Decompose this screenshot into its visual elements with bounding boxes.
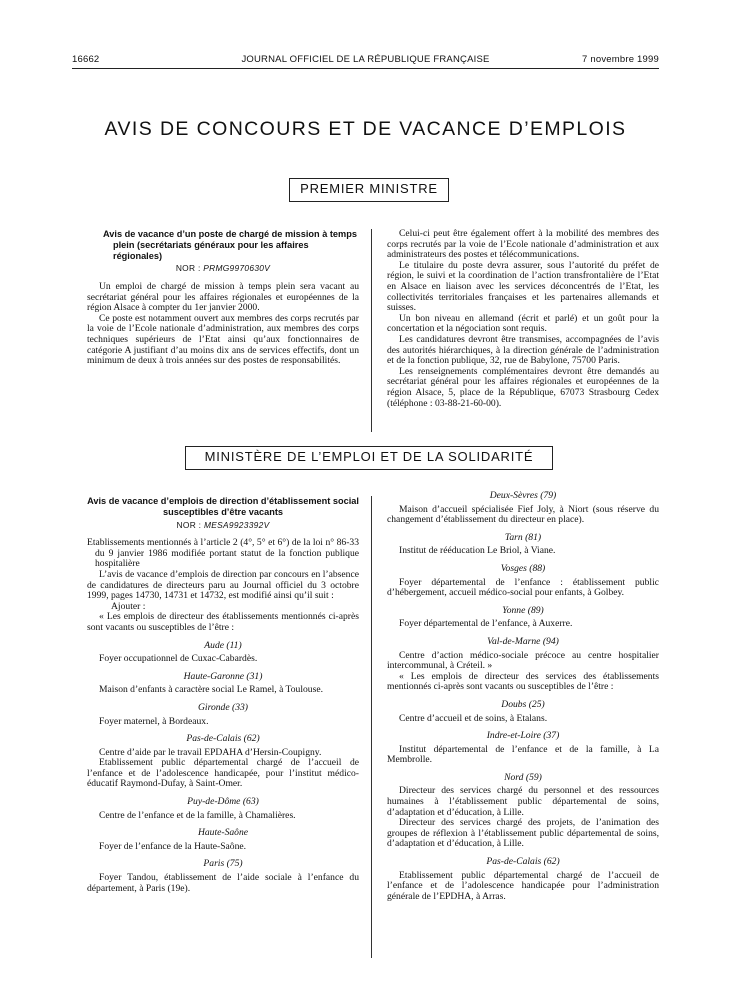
department-heading: Paris (75): [203, 858, 243, 870]
paragraph: Le titulaire du poste devra assurer, sous l’autorité du préfet de région, le suivi et la coordination de l’action transfrontalière de l’Etat en Alsace en liaison avec les services déconcentrés de l’Etat, les collectivités territoriales françaises et les partenaires allemands et suisses.: [387, 259, 659, 314]
header-rule: [72, 68, 659, 69]
department-heading: Val-de-Marne (94): [487, 635, 559, 647]
section2-left-column: [87, 496, 359, 894]
paragraph: Les candidatures devront être transmises, accompagnées de l’avis des autorités hiérarchiques, à la direction générale de l’administration et de la fonction publique, 32, rue de Babylone, 75700 Paris.: [387, 333, 659, 367]
establishment: Foyer occupationnel de Cuxac-Cabardès.: [99, 653, 258, 665]
notice-title: Avis de vacance d’emplois de direction d’établissement social susceptibles d’être vacants: [87, 496, 359, 517]
paragraph: Les renseignements complémentaires devront être demandés au secrétariat général pour les affaires régionales et européennes de la région Alsace, 5, place de la République, 67073 Strasbourg Cedex (téléphone : 03-88-21-60-00).: [387, 365, 659, 409]
department-heading: Haute-Saône: [197, 827, 249, 839]
department-heading: Pas-de-Calais (62): [186, 733, 260, 745]
department-heading: Doubs (25): [501, 698, 545, 710]
establishment: Centre d’accueil et de soins, à Etalans.: [399, 712, 548, 724]
establishment: Directeur des services chargé du personnel et des ressources humaines à l’établissement public départemental de soins, d’adaptation et d’éducation, à Lille.: [387, 785, 659, 818]
establishment: Foyer départemental de l’enfance, à Auxerre.: [399, 618, 573, 630]
issue-date: 7 novembre 1999: [582, 54, 659, 65]
establishment: Centre d’action médico-sociale précoce au centre hospitalier intercommunal, à Créteil. »: [387, 649, 659, 672]
paragraph: « Les emplois de directeur des services des établissements mentionnés ci-après sont vacants ou susceptibles de l’être :: [387, 670, 659, 693]
paragraph: L’avis de vacance d’emplois de direction par concours en l’absence de candidatures de directeurs paru au Journal officiel du 3 octobre 1999, pages 14730, 14731 et 14732, est modifié ainsi qu’il suit :: [87, 568, 359, 602]
nor-label: NOR :: [175, 263, 201, 274]
intro-paragraph: Etablissements mentionnés à l’article 2 (4°, 5° et 6°) de la loi n° 86-33 du 9 janvier 1986 modifiée portant statut de la fonction publique hospitalière: [87, 537, 359, 570]
page-number: 16662: [72, 54, 100, 65]
department-heading: Yonne (89): [502, 604, 544, 616]
nor-code: MESA9923392V: [203, 519, 270, 530]
section1-left-column: [87, 229, 359, 367]
department-heading: Haute-Garonne (31): [183, 670, 263, 682]
department-heading: Aude (11): [204, 639, 242, 651]
establishment: Institut départemental de l’enfance et de la famille, à La Membrolle.: [387, 743, 659, 766]
establishment: Institut de rééducation Le Briol, à Viane.: [399, 545, 556, 557]
establishment: Foyer départemental de l’enfance : établissement public d’hébergement, accueil médico-social pour enfants, à Golbey.: [387, 576, 659, 599]
column-divider: [371, 229, 372, 432]
nor-reference: [87, 263, 359, 274]
section-heading-ministere-emploi: MINISTÈRE DE L’EMPLOI ET DE LA SOLIDARITÉ: [185, 446, 553, 470]
establishment: Centre de l’enfance et de la famille, à Chamalières.: [99, 809, 296, 821]
paragraph: Un bon niveau en allemand (écrit et parlé) et un goût pour la concertation et la négociation sont requis.: [387, 312, 659, 335]
department-heading: Vosges (88): [500, 562, 546, 574]
department-heading: Puy-de-Dôme (63): [187, 796, 259, 808]
section1-right-column: [387, 229, 659, 409]
department-heading: Indre-et-Loire (37): [486, 730, 560, 742]
ajouter-label: Ajouter :: [111, 600, 146, 612]
main-title: AVIS DE CONCOURS ET DE VACANCE D’EMPLOIS: [104, 118, 627, 140]
nor-reference: [87, 520, 359, 531]
paragraph: Un emploi de chargé de mission à temps plein sera vacant au secrétariat général pour les affaires régionales et européennes de la région Alsace à compter du 1er janvier 2000.: [87, 280, 359, 314]
department-heading: Tarn (81): [504, 531, 542, 543]
department-heading: Pas-de-Calais (62): [486, 856, 560, 868]
establishment: Maison d’enfants à caractère social Le Ramel, à Toulouse.: [99, 684, 323, 696]
establishment: Directeur des services chargé des projets, de l’animation des groupes de réflexion à l’établissement public départemental de soins, d’adaptation et d’éducation, à Lille.: [387, 817, 659, 850]
notice-title: Avis de vacance d’un poste de chargé de mission à temps plein (secrétariats généraux pour les affaires régionales): [103, 229, 357, 261]
journal-name: JOURNAL OFFICIEL DE LA RÉPUBLIQUE FRANÇAISE: [241, 54, 490, 65]
section-heading-premier-ministre: PREMIER MINISTRE: [289, 178, 449, 202]
column-divider: [371, 496, 372, 958]
department-heading: Nord (59): [504, 771, 542, 783]
paragraph: « Les emplois de directeur des établissements mentionnés ci-après sont vacants ou susceptibles de l’être :: [87, 611, 359, 633]
department-heading: Deux-Sèvres (79): [489, 490, 557, 501]
paragraph: Ce poste est notamment ouvert aux membres des corps recrutés par la voie de l’Ecole nationale d’administration, aux membres des corps techniques supérieurs de l’Etat ainsi qu’aux fonctionnaires de catégorie A justifiant d’au moins dix ans de services effectifs, dont un minimum de deux à trois années sur des postes de responsabilités.: [87, 312, 359, 367]
establishment: Maison d’accueil spécialisée Fief Joly, à Niort (sous réserve du changement d’établissement du directeur en place).: [387, 503, 659, 526]
section2-right-column: [387, 491, 659, 902]
establishment: Foyer de l’enfance de la Haute-Saône.: [99, 840, 247, 852]
establishment: Foyer Tandou, établissement de l’aide sociale à l’enfance du département, à Paris (19e).: [87, 872, 359, 894]
establishment: Foyer maternel, à Bordeaux.: [99, 715, 209, 727]
nor-label: NOR :: [176, 519, 202, 530]
establishment: Centre d’aide par le travail EPDAHA d’Hersin-Coupigny.: [99, 746, 322, 758]
department-heading: Gironde (33): [197, 701, 248, 713]
establishment: Etablissement public départemental chargé de l’accueil de l’enfance et de l’adolescence handicapée, pour l’institut médico-éducatif Raymond-Dufay, à Saint-Omer.: [87, 757, 359, 790]
nor-code: PRMG9970630V: [203, 263, 271, 274]
establishment: Etablissement public départemental chargé de l’accueil de l’enfance et de l’adolescence handicapée pour l’administration générale de l’EPDHA, à Arras.: [387, 869, 659, 902]
paragraph: Celui-ci peut être également offert à la mobilité des membres des corps recrutés par la voie de l’Ecole nationale d’administration et aux administrateurs des postes et télécommunications.: [387, 228, 659, 261]
